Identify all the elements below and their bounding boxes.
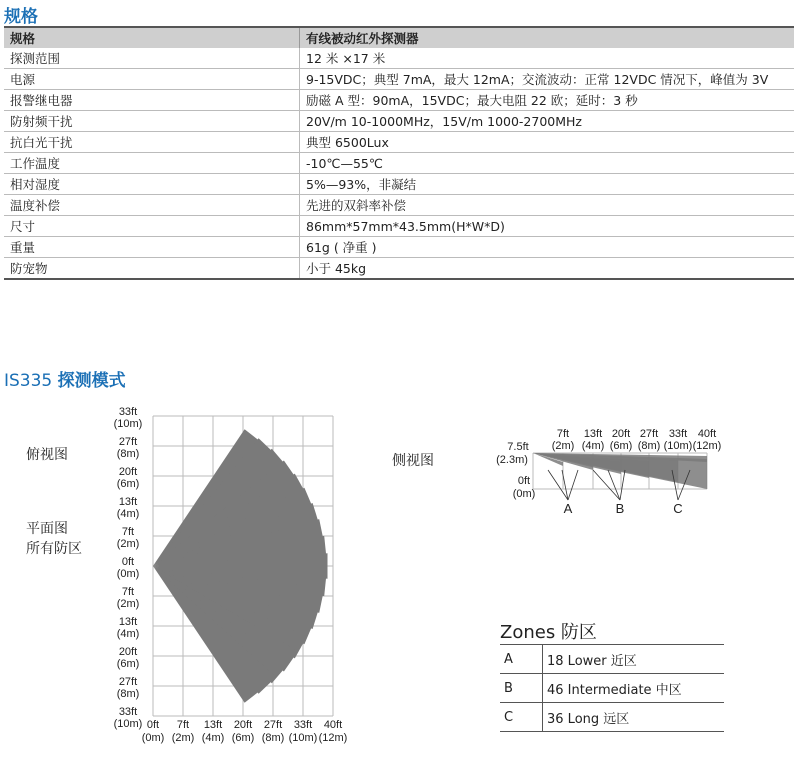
x-tick-unit: (2m) [171,732,195,744]
x-tick-unit: (8m) [261,732,285,744]
x-tick-unit: (12m) [318,732,348,744]
zone-letter-label: B [615,501,625,516]
zone-pointer-line [593,470,620,500]
model-name: IS335 [4,371,53,391]
x-tick-label: 0ft [146,719,160,731]
y-tick-unit: (4m) [116,628,140,640]
zone-row [500,645,724,674]
zone-row [500,674,724,703]
y-tick-unit: (10m) [113,718,143,730]
y-tick-label: 0ft [121,556,135,568]
y-tick-unit: (2m) [116,598,140,610]
x-tick-label: 20ft [233,719,253,731]
side-x-tick-unit: (8m) [637,440,661,452]
zone-description: 18 Lower 近区 [543,645,725,674]
spec-name: 探测范围 [4,48,300,69]
zones-legend [500,618,724,732]
top-view-label: 俯视图 [26,447,68,463]
spec-value: 5%—93%，非凝结 [300,174,795,195]
y-tick-unit: (2m) [116,538,140,550]
x-tick-label: 27ft [263,719,283,731]
spec-value: -10℃—55℃ [300,153,795,174]
zone-letter-label: A [563,501,573,516]
side-x-tick-label: 13ft [583,428,603,440]
side-height-label: 7.5ft [507,441,529,453]
side-x-tick-label: 33ft [668,428,688,440]
spec-value: 61g ( 净重 ) [300,237,795,258]
spec-name: 尺寸 [4,216,300,237]
mode-title-text: 探测模式 [57,371,126,391]
zone-pointer-line [568,470,578,500]
y-tick-unit: (10m) [113,418,143,430]
x-tick-unit: (4m) [201,732,225,744]
side-x-tick-unit: (6m) [609,440,633,452]
y-tick-label: 20ft [118,646,138,658]
y-tick-label: 27ft [118,436,138,448]
x-tick-label: 13ft [203,719,223,731]
zone-row [500,703,724,732]
spec-value: 先进的双斜率补偿 [300,195,795,216]
spec-name: 抗白光干扰 [4,132,300,153]
zones-title: Zones 防区 [500,618,724,645]
y-tick-unit: (8m) [116,688,140,700]
side-x-tick-unit: (10m) [663,440,693,452]
y-tick-label: 33ft [118,406,138,418]
x-tick-label: 33ft [293,719,313,731]
x-tick-unit: (0m) [141,732,165,744]
side-x-tick-unit: (12m) [692,440,722,452]
zone-letter: A [500,645,543,674]
side-x-tick-label: 40ft [697,428,717,440]
y-tick-unit: (6m) [116,478,140,490]
spec-name: 电源 [4,69,300,90]
x-tick-label: 40ft [323,719,343,731]
spec-name: 重量 [4,237,300,258]
zone-description: 46 Intermediate 中区 [543,674,725,703]
plan-label-2: 所有防区 [26,541,82,557]
spec-name: 报警继电器 [4,90,300,111]
side-x-tick-unit: (2m) [551,440,575,452]
x-tick-label: 7ft [176,719,190,731]
spec-value: 20V/m 10-1000MHz，15V/m 1000-2700MHz [300,111,795,132]
y-tick-unit: (0m) [116,568,140,580]
spec-value: 典型 6500Lux [300,132,795,153]
y-tick-label: 33ft [118,706,138,718]
spec-name: 防宠物 [4,258,300,280]
y-tick-unit: (8m) [116,448,140,460]
spec-header-value: 有线被动红外探测器 [300,27,795,48]
spec-value: 12 米 ×17 米 [300,48,795,69]
y-tick-label: 7ft [121,526,135,538]
spec-section-title: 规格 [4,7,38,27]
y-tick-label: 13ft [118,496,138,508]
plan-label-1: 平面图 [26,521,68,537]
side-x-tick-label: 7ft [556,428,570,440]
y-tick-label: 13ft [118,616,138,628]
y-tick-unit: (6m) [116,658,140,670]
side-height-unit: (0m) [512,488,536,500]
zone-letter: C [500,703,543,732]
side-view-label: 侧视图 [392,453,434,469]
zone-pointer-line [608,470,620,500]
zone-letter: B [500,674,543,703]
side-height-label: 0ft [517,475,531,487]
spec-header-name: 规格 [4,27,300,48]
y-tick-label: 7ft [121,586,135,598]
zone-description: 36 Long 远区 [543,703,725,732]
spec-name: 工作温度 [4,153,300,174]
spec-name: 相对湿度 [4,174,300,195]
side-x-tick-label: 27ft [639,428,659,440]
spec-value: 小于 45kg [300,258,795,280]
zone-letter-label: C [673,501,683,516]
y-tick-label: 20ft [118,466,138,478]
side-x-tick-label: 20ft [611,428,631,440]
x-tick-unit: (10m) [288,732,318,744]
spec-value: 86mm*57mm*43.5mm(H*W*D) [300,216,795,237]
spec-name: 防射频干扰 [4,111,300,132]
spec-value: 9-15VDC；典型 7mA，最大 12mA；交流波动：正常 12VDC 情况下，峰值为 3V [300,69,795,90]
side-height-unit: (2.3m) [496,454,528,466]
spec-name: 温度补偿 [4,195,300,216]
y-tick-label: 27ft [118,676,138,688]
spec-value: 励磁 A 型：90mA，15VDC；最大电阻 22 欧；延时：3 秒 [300,90,795,111]
side-x-tick-unit: (4m) [581,440,605,452]
y-tick-unit: (4m) [116,508,140,520]
x-tick-unit: (6m) [231,732,255,744]
